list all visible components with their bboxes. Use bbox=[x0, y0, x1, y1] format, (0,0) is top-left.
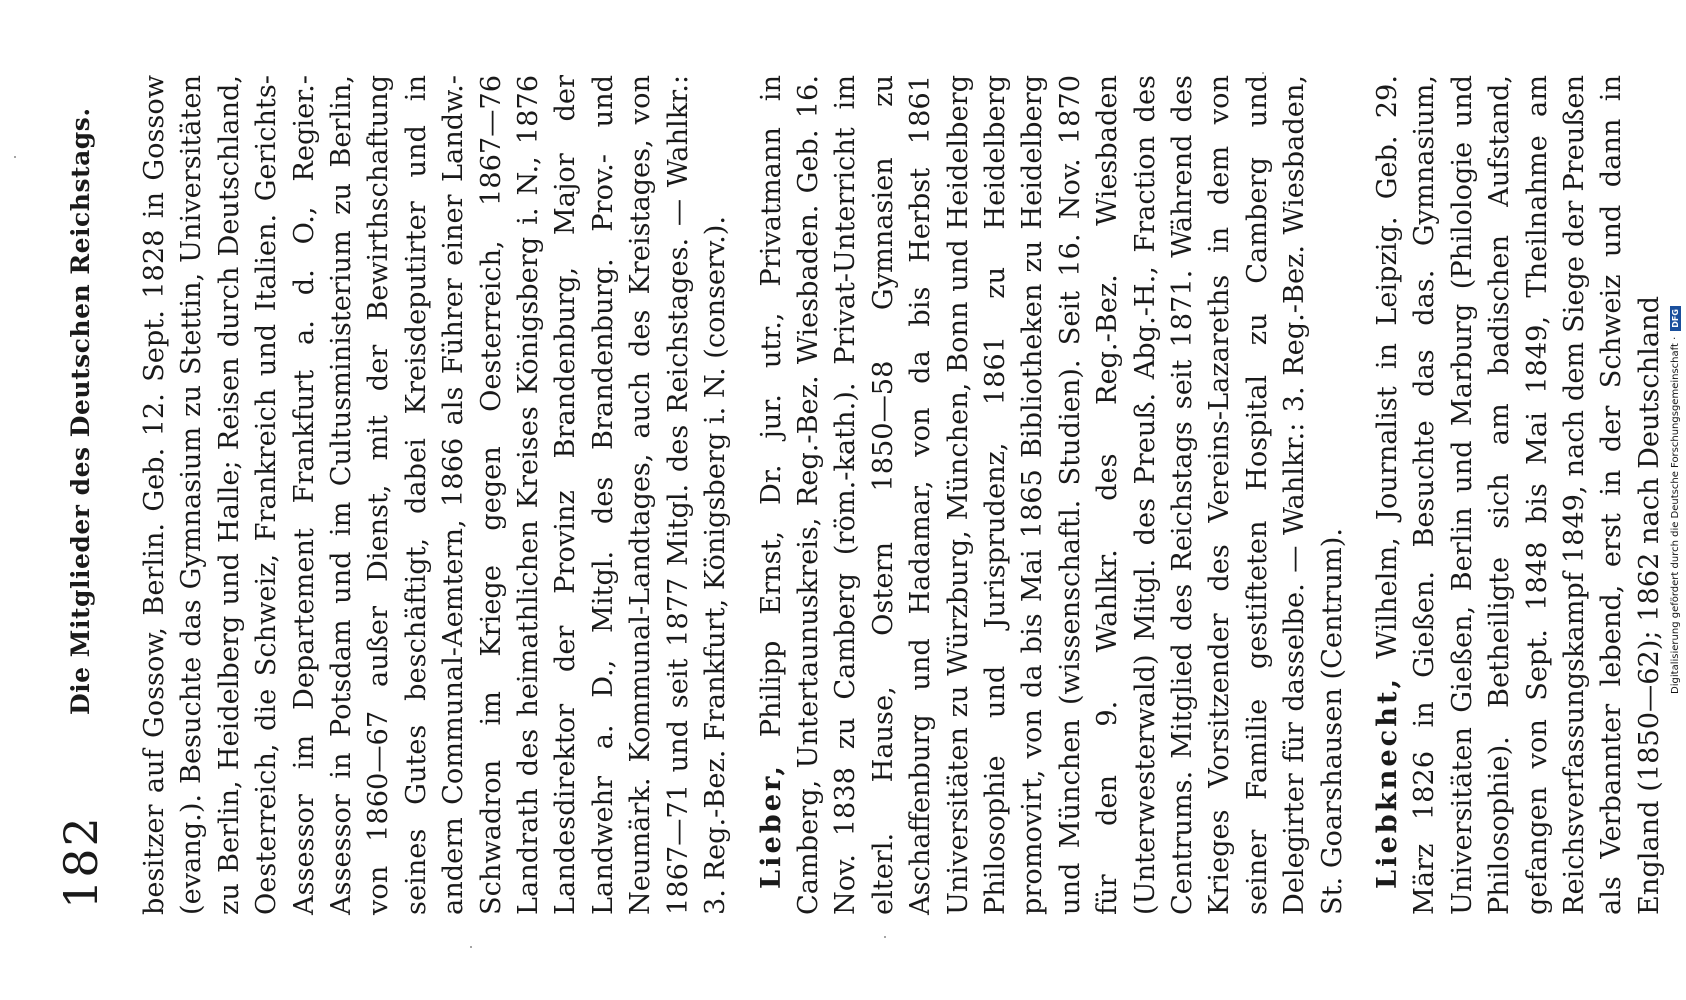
scan-speck bbox=[470, 946, 472, 948]
scan-speck bbox=[14, 156, 16, 158]
digitization-notice-text: Digitalisierung gefördert durch die Deutsche Forschungsgemeinschaft · bbox=[1670, 336, 1681, 694]
entry-lieber bbox=[753, 75, 1352, 915]
dfg-logo: DFG bbox=[1670, 306, 1681, 331]
paragraph-continuation: besitzer auf Gossow, Berlin. Geb. 12. Sept. 1828 in Gossow (evang.). Besuchte das Gymnasium zu Stettin, Universitäten zu Berlin, Heidelberg und Halle; Reisen durch Deutschland, Oesterreich, die Schweiz, Frankreich und Italien. Gerichts-Assessor im Departement Frankfurt a. d. O., Regier.-Assessor in Potsdam und im Cultusministerium zu Berlin, von 1860—67 außer Dienst, mit der Bewirthschaftung seines Gutes beschäftigt, dabei Kreisdeputirter und in andern Communal-Aemtern, 1866 als Führer einer Landw.-Schwadron im Kriege gegen Oesterreich, 1867—76 Landrath des heimathlichen Kreises Königsberg i. N., 1876 Landesdirektor der Provinz Brandenburg, Major der Landwehr a. D., Mitgl. des Brandenburg. Prov.- und Neumärk. Kommunal-Landtages, auch des Kreistages, von 1867—71 und seit 1877 Mitgl. des Reichstages. — Wahlkr.: 3. Reg.-Bez. Frankfurt, Königsberg i. N. (conserv.). bbox=[139, 75, 732, 915]
entry-lead-liebknecht: Wilhelm, Journalist in Leipzig. Geb. bbox=[1372, 118, 1403, 676]
book-page bbox=[40, 35, 1665, 955]
page-number: 182 bbox=[54, 815, 108, 909]
entry-name-lieber: Lieber, bbox=[754, 763, 787, 889]
scan-speck bbox=[884, 936, 886, 938]
entry-lead-lieber: Philipp Ernst, Dr. jur. utr., Privatmann bbox=[755, 101, 787, 764]
running-head bbox=[48, 75, 128, 915]
entry-body-lieber: in Camberg, Untertaunuskreis, Reg.-Bez. Wiesbaden. Geb. 16. Nov. 1838 zu Camberg (röm.-kath.). Privat-Unterricht im elterl. Hause, Ostern 1850—58 Gymnasien zu Aschaffenburg und Hadamar, von da bis Herbst 1861 Universitäten zu Würzburg, München, Bonn und Heidelberg Philosophie und Jurisprudenz, 1861 zu Heidelberg promovirt, von da bis Mai 1865 Bibliotheken zu Heidelberg und München (wissenschaftl. Studien). Seit 16. Nov. 1870 für den 9. Wahlkr. des Reg.-Bez. Wiesbaden (Unterwesterwald) Mitgl. des Preuß. Abg.-H., Fraction des Centrums. Mitglied des Reichstags seit 1871. Während des Krieges Vorsitzender des Vereins-Lazareths in dem von seiner Familie gestifteten Hospital zu Camberg und Delegirter für dasselbe. — Wahlkr.: 3. Reg.-Bez. Wiesbaden, St. Goarshausen (Centrum). bbox=[755, 75, 1348, 915]
body-text bbox=[136, 75, 1686, 915]
entry-liebknecht bbox=[1369, 75, 1668, 915]
entry-name-liebknecht: Liebknecht, bbox=[1371, 676, 1403, 889]
running-title: Die Mitglieder des Deutschen Reichstags. bbox=[66, 107, 95, 715]
digitization-notice bbox=[1670, 0, 1681, 1000]
entry-body-liebknecht: 29. März 1826 in Gießen. Besuchte das das. Gymnasium, Universitäten Gießen, Berlin und Marburg (Philologie und Philosophie). Betheiligte sich am badischen Aufstand, gefangen von Sept. 1848 bis Mai 1849, Theilnahme am Reichsverfassungskampf 1849, nach dem Siege der Preußen als Verbannter lebend, erst in der Schweiz und dann in England (1850—62); 1862 nach Deutschland bbox=[1372, 75, 1665, 915]
scan-speck bbox=[1262, 72, 1264, 74]
